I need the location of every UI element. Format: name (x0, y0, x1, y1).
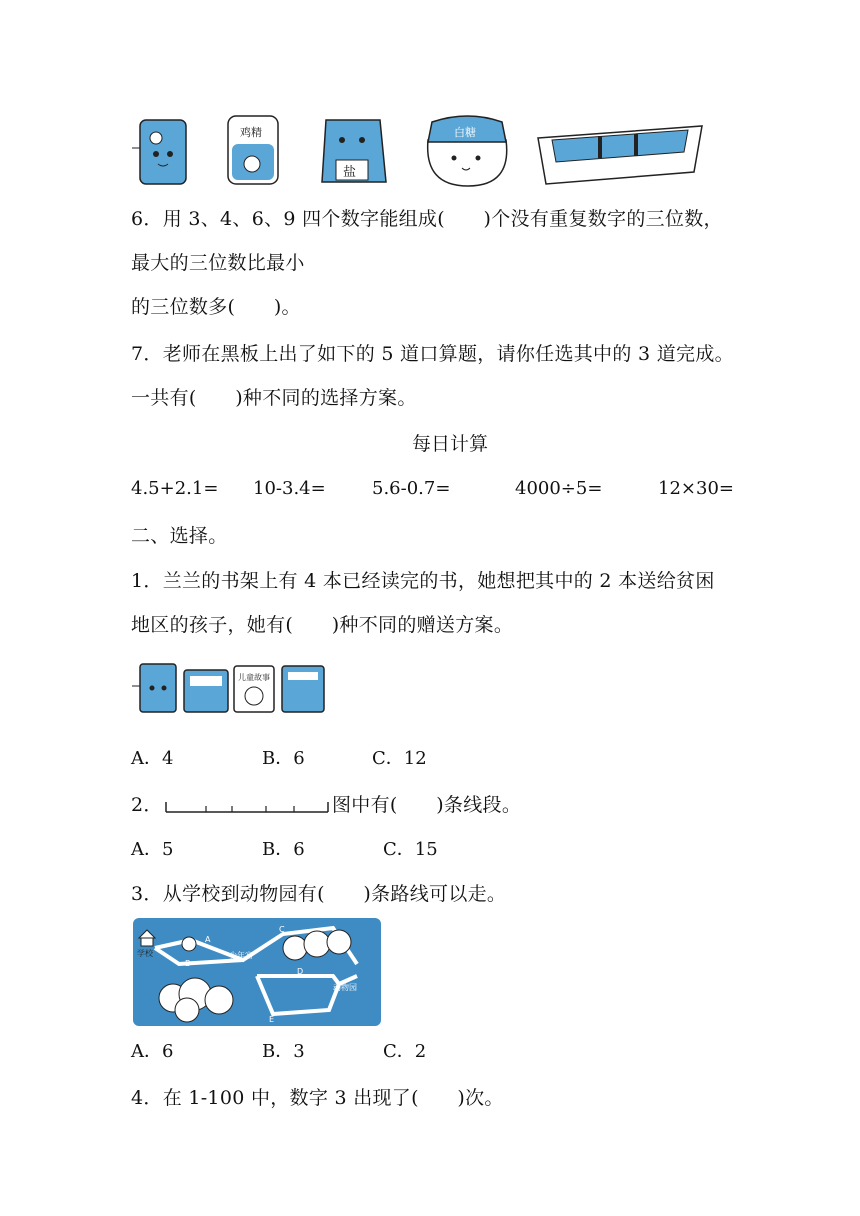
choice-2-text: 图中有( )条线段。 (332, 794, 522, 816)
book-icon (132, 664, 176, 712)
choice-3-option-c[interactable]: C．2 (383, 1041, 427, 1062)
question-6-line-3: 的三位数多( )。 (131, 296, 301, 318)
route-map (133, 918, 381, 1028)
calc-item: 5.6-0.7= (372, 478, 451, 499)
youth-palace-label: 少年宫 (229, 951, 253, 960)
question-6-line-1: 6．用 3、4、6、9 四个数字能组成( )个没有重复数字的三位数， (131, 208, 723, 230)
bottle-icon (132, 120, 186, 184)
book-icon (282, 666, 324, 712)
salt-bag-icon (322, 120, 386, 182)
calc-item: 4000÷5= (515, 478, 603, 499)
book-title: 儿童故事 (238, 673, 270, 682)
section-2-title: 二、选择。 (131, 525, 228, 547)
svg-text:盐: 盐 (343, 165, 357, 180)
choice-3-option-a[interactable]: A．6 (131, 1041, 174, 1062)
question-6-line-2: 最大的三位数比最小 (131, 252, 305, 274)
school-label: 学校 (137, 949, 153, 958)
choice-2-prefix: 2． (131, 794, 163, 816)
books-illustration (128, 658, 338, 720)
line-segment-figure (164, 794, 332, 818)
route-label: E (269, 1015, 275, 1024)
choice-1-option-c[interactable]: C．12 (372, 748, 427, 769)
calc-item: 4.5+2.1= (131, 478, 219, 499)
choice-1-option-b[interactable]: B．6 (262, 748, 305, 769)
choice-4-line-1: 4．在 1-100 中，数字 3 出现了( )次。 (131, 1087, 504, 1109)
seasoning-illustrations (128, 110, 728, 190)
route-label: B (185, 959, 191, 968)
zoo-label: 动物园 (333, 983, 357, 992)
route-label: A (205, 935, 211, 944)
crate-icon (538, 126, 702, 184)
choice-2-option-c[interactable]: C．15 (383, 839, 438, 860)
choice-2-option-a[interactable]: A．5 (131, 839, 174, 860)
jar-icon (228, 116, 278, 184)
svg-text:鸡精: 鸡精 (240, 126, 262, 139)
choice-1-line-1: 1．兰兰的书架上有 4 本已经读完的书，她想把其中的 2 本送给贫困 (131, 570, 715, 592)
question-7-line-1: 7．老师在黑板上出了如下的 5 道口算题，请你任选其中的 3 道完成。 (131, 343, 734, 365)
calc-item: 10-3.4= (253, 478, 326, 499)
book-icon (234, 666, 274, 712)
choice-1-option-a[interactable]: A．4 (131, 748, 174, 769)
book-icon (184, 670, 228, 712)
route-label: C (279, 925, 285, 934)
question-7-line-2: 一共有( )种不同的选择方案。 (131, 387, 417, 409)
sugar-bag-icon (428, 116, 507, 186)
calc-item: 12×30= (658, 478, 734, 499)
svg-text:白糖: 白糖 (454, 126, 476, 139)
choice-1-line-2: 地区的孩子，她有( )种不同的赠送方案。 (131, 614, 514, 636)
daily-calc-title: 每日计算 (411, 433, 488, 455)
choice-3-option-b[interactable]: B．3 (262, 1041, 305, 1062)
choice-2-option-b[interactable]: B．6 (262, 839, 305, 860)
choice-3-line-1: 3．从学校到动物园有( )条路线可以走。 (131, 883, 507, 905)
route-label: D (297, 967, 304, 976)
